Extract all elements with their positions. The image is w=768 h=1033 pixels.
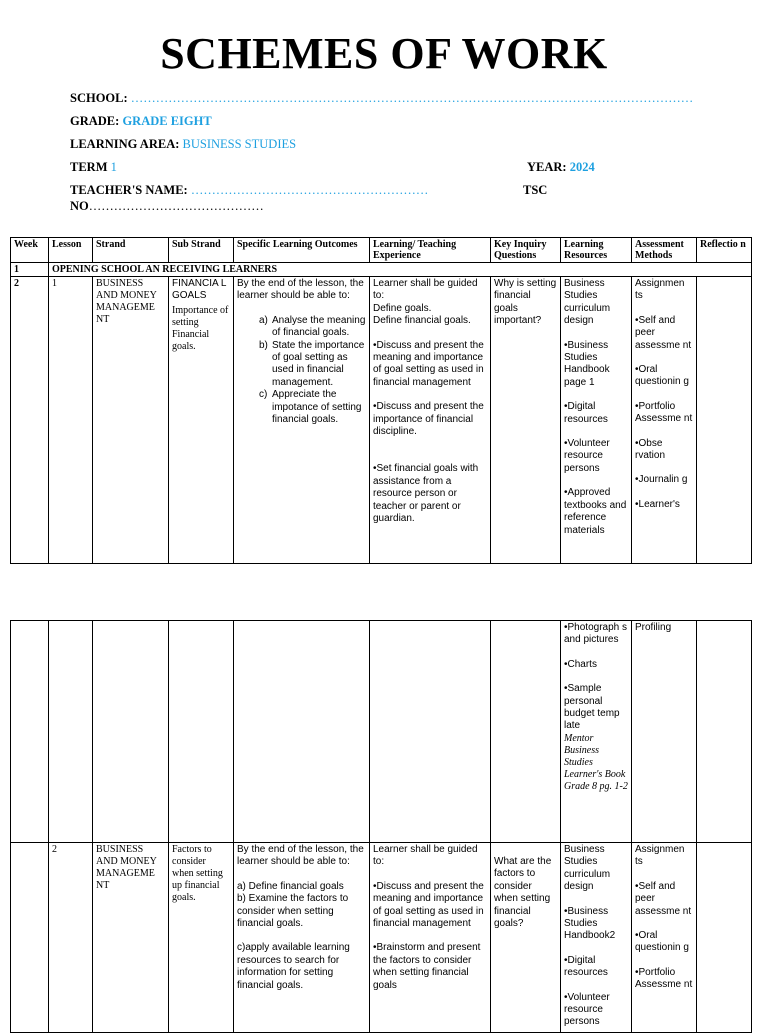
teacher-value: ………………………………………………… [190,183,429,197]
experience-item: •Discuss and present the importance of financial discipline. [373,401,484,438]
sub-strand-body: Importance of setting Financial goals. [172,304,229,352]
tsc-label: TSC [523,183,548,197]
experience-cell [370,621,491,843]
experience-intro: Learner shall be guided to: [373,278,478,302]
outcome-item: c)apply available learning resources to search for information for setting financial goals. [237,942,350,991]
outcome-item: b) Examine the factors to consider when setting financial goals. [237,893,349,930]
scheme-table-part-2 [10,620,752,1033]
header-outcomes: Specific Learning Outcomes [234,238,370,263]
reflection-cell [697,843,752,1033]
resource-item: •Business Studies Handbook page 1 [564,339,610,388]
assessment-item: •Journalin g [635,474,688,486]
week-cell: 2 [11,277,49,564]
resource-item: •Digital resources [564,954,608,979]
assessment-item: •Portfolio Assessme nt [635,400,693,425]
resource-item-book: Mentor Business Studies Learner's Book Grade 8 pg. 1-2 [564,732,628,792]
outcomes-intro: By the end of the lesson, the learner should be able to: [237,844,364,868]
experience-item: Define goals. [373,302,432,314]
header-sub-strand: Sub Strand [169,238,234,263]
experience-cell [370,277,491,564]
resources-cell [561,277,632,564]
resource-item: •Volunteer resource persons [564,438,610,474]
learning-area-value: BUSINESS STUDIES [182,137,297,151]
assessment-item: •Oral questionin g [635,364,689,388]
tsc-no-line [70,199,264,214]
document-title: SCHEMES OF WORK [160,29,608,78]
term-value: 1 [110,160,117,174]
school-label: SCHOOL: [70,91,128,105]
table-row [11,621,752,843]
resource-item: •Sample personal budget temp late [564,683,620,732]
resource-item: •Digital resources [564,401,608,425]
week-cell [11,621,49,843]
outcomes-cell [234,277,370,564]
inquiry-cell [491,843,561,1033]
table-row [11,277,752,564]
term-label: TERM [70,160,108,174]
header-assessment: Assessment Methods [632,238,697,263]
resource-item: •Volunteer resource persons [564,991,610,1028]
header-inquiry: Key Inquiry Questions [491,238,561,263]
reflection-cell [697,277,752,564]
resource-item: •Approved textbooks and reference materials [564,487,627,536]
table-row [11,263,752,277]
resource-item: Business Studies curriculum design [564,844,611,893]
term-line [70,160,117,175]
header-experience: Learning/ Teaching Experience [370,238,491,263]
header-resources: Learning Resources [561,238,632,263]
assessment-item: Assignmen ts [635,278,685,302]
inquiry-text: What are the factors to consider when setting financial goals? [494,856,552,930]
experience-intro: Learner shall be guided to: [373,844,478,868]
grade-label: GRADE: [70,114,120,128]
strand-cell: BUSINESS AND MONEY MANAGEME NT [93,277,169,564]
list-item: a) Analyse the meaning of financial goals. [259,314,366,339]
year-value: 2024 [569,160,595,174]
header-week: Week [11,238,49,263]
experience-item: •Discuss and present the meaning and importance of goal setting as used in financial management [373,339,484,388]
lesson-cell: 2 [49,843,93,1033]
year-label: YEAR: [527,160,567,174]
inquiry-cell: Why is setting financial goals important? [491,277,561,564]
school-value: ……………………………………………………………………………………………………………………… [130,91,694,105]
scheme-table-part-1 [10,237,752,564]
resources-cell [561,843,632,1033]
resource-item: •Charts [564,658,597,670]
assessment-cell [632,843,697,1033]
header-reflection: Reflectio n [697,238,752,263]
no-value: …………………………………… [88,199,264,213]
outcomes-list [237,315,366,427]
strand-cell: BUSINESS AND MONEY MANAGEME NT [93,843,169,1033]
assessment-item: •Self and peer assessme nt [635,880,692,917]
assessment-item: •Portfolio Assessme nt [635,966,693,991]
assessment-item: •Self and peer assessme nt [635,314,692,351]
sub-strand-cell [169,277,234,564]
header-strand: Strand [93,238,169,263]
learning-area-label: LEARNING AREA: [70,137,180,151]
no-label: NO [70,199,89,213]
strand-cell [93,621,169,843]
experience-item: Define financial goals. [373,315,471,327]
sub-strand-title: FINANCIA L GOALS [172,278,227,302]
week-cell [11,843,49,1033]
assessment-cell [632,277,697,564]
table-row [11,843,752,1033]
outcomes-cell [234,843,370,1033]
experience-cell [370,843,491,1033]
experience-item: •Brainstorm and present the factors to consider when setting financial goals [373,942,481,991]
table-header-row [11,238,752,263]
assessment-item: •Learner's [635,498,680,510]
opening-school-cell: OPENING SCHOOL AN RECEIVING LEARNERS [49,263,752,277]
resource-item: •Business Studies Handbook2 [564,905,616,942]
school-line [70,91,693,106]
assessment-item: •Obse rvation [635,437,666,462]
grade-value: GRADE EIGHT [122,114,212,128]
reflection-cell [697,621,752,843]
assessment-cell: Profiling [632,621,697,843]
list-item: b) State the importance of goal setting as used in financial management. [259,339,365,388]
outcomes-intro: By the end of the lesson, the learner should be able to: [237,278,364,302]
sub-strand-cell [169,621,234,843]
experience-item: •Set financial goals with assistance from a resource person or teacher or parent or guardian. [373,463,479,525]
week-cell: 1 [11,263,49,277]
outcome-item: a) Define financial goals [237,880,344,892]
lesson-cell [49,621,93,843]
sub-strand-cell: Factors to consider when setting up financial goals. [169,843,234,1033]
inquiry-cell [491,621,561,843]
lesson-cell: 1 [49,277,93,564]
teacher-line [70,183,428,198]
year-line [527,160,595,175]
grade-line [70,114,212,129]
learning-area-line [70,137,296,152]
resources-cell [561,621,632,843]
list-item: c) Appreciate the impotance of setting financial goals. [259,389,362,426]
header-lesson: Lesson [49,238,93,263]
assessment-item: •Oral questionin g [635,930,689,954]
teacher-label: TEACHER'S NAME: [70,183,188,197]
resource-item: Business Studies curriculum design [564,278,611,327]
outcomes-cell [234,621,370,843]
resource-item: •Photograph s and pictures [564,622,627,646]
assessment-item: Assignmen ts [635,844,685,868]
experience-item: •Discuss and present the meaning and importance of goal setting as used in financial management [373,880,484,930]
